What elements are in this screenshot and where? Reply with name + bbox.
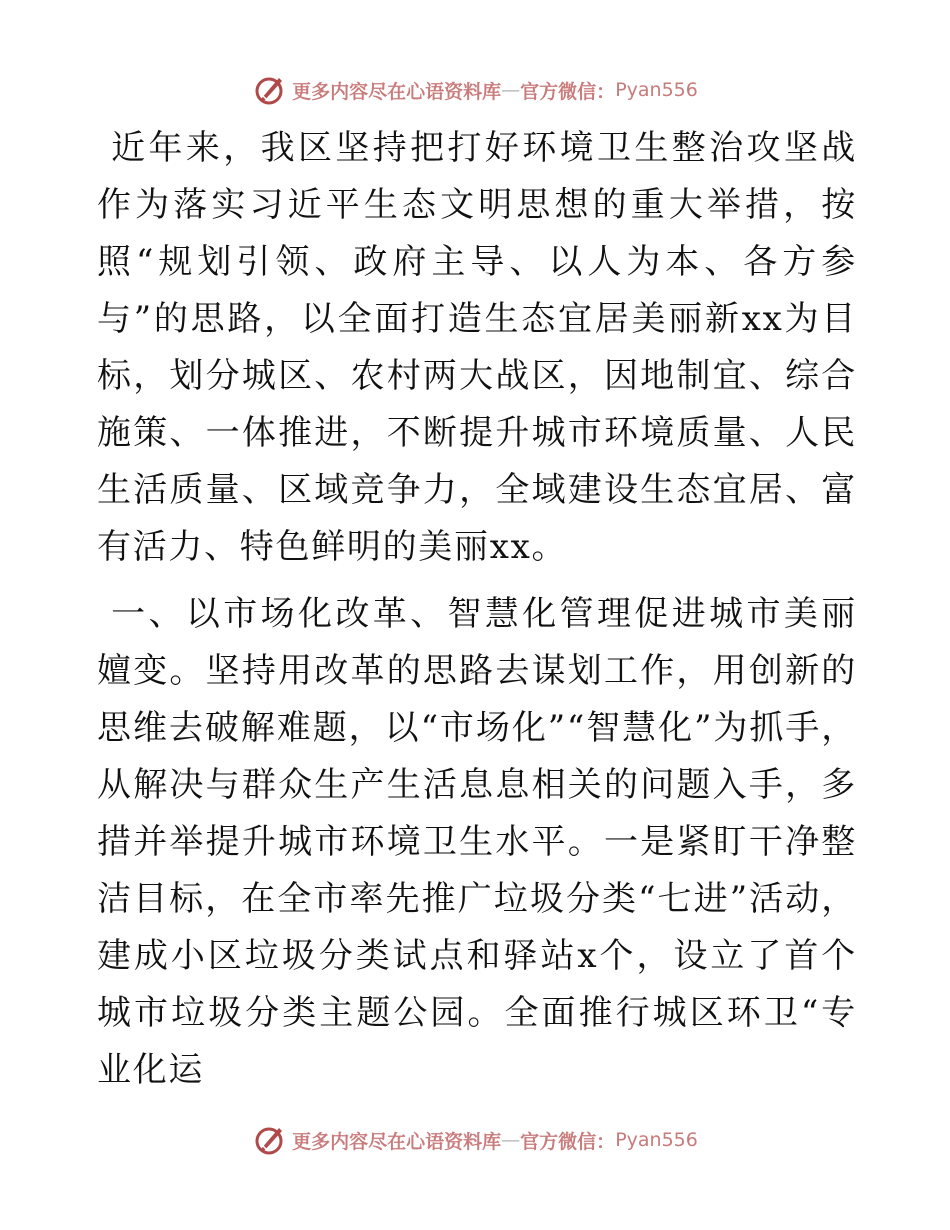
header-watermark [0, 70, 950, 110]
document-body [97, 120, 857, 1099]
watermark-site-text: 更多内容尽在心语资料库 [292, 1130, 502, 1153]
paragraph-section-one: 一、以市场化改革、智慧化管理促进城市美丽嬗变。坚持用改革的思路去谋划工作，用创新的思维去破解难题，以“市场化”“智慧化”为抓手，从解决与群众生产生活息息相关的问题入手，多措并举提升城市环境卫生水平。一是紧盯干净整洁目标，在全市率先推广垃圾分类“七进”活动，建成小区垃圾分类试点和驿站x个，设立了首个城市垃圾分类主题公园。全面推行城区环卫“专业化运 [97, 594, 857, 1090]
watermark-wechat-label: 官方微信： [520, 1130, 616, 1153]
quill-circle-logo-icon [252, 72, 288, 108]
watermark-separator: — [501, 1129, 521, 1151]
paragraph-intro: 近年来，我区坚持把打好环境卫生整治攻坚战作为落实习近平生态文明思想的重大举措，按照“规划引领、政府主导、以人为本、各方参与”的思路，以全面打造生态宜居美丽新xx为目标，划分城区、农村两大战区，因地制宜、综合施策、一体推进，不断提升城市环境质量、人民生活质量、区域竞争力，全域建设生态宜居、富有活力、特色鲜明的美丽xx。 [97, 128, 857, 567]
watermark-site-text: 更多内容尽在心语资料库 [292, 80, 502, 103]
footer-watermark [0, 1120, 950, 1160]
watermark-wechat-id: Pyan556 [615, 1129, 698, 1151]
watermark-wechat-id: Pyan556 [615, 79, 698, 101]
watermark-wechat-label: 官方微信： [520, 80, 616, 103]
watermark-separator: — [501, 79, 521, 101]
quill-circle-logo-icon [252, 1122, 288, 1158]
